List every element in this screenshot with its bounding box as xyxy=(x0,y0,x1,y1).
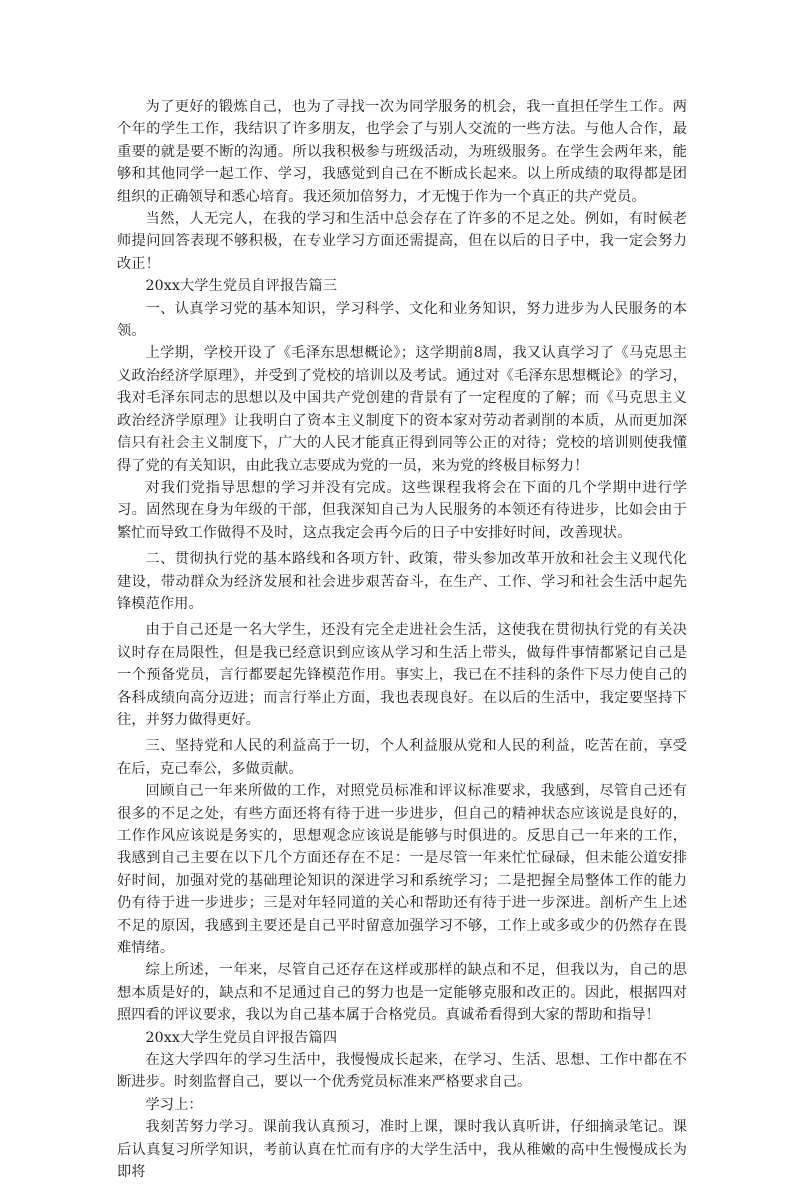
paragraph-guiding-thought: 对我们党指导思想的学习并没有完成。这些课程我将会在下面的几个学期中进行学习。固然现在身为年级的干部，但我深知自己为人民服务的本领还有待进步，比如会由于繁忙而导致工作做得不及时，这点我定会再今后的日子中安排好时间，改善现状。 xyxy=(117,479,687,541)
paragraph-review: 回顾自己一年来所做的工作，对照党员标准和评议标准要求，我感到，尽管自己还有很多的不足之处，有些方面还将有待于进一步进步，但自己的精神状态应该说是良好的，工作作风应该说是务实的，思想观念应该说是能够与时俱进的。反思自己一年来的工作，我感到自己主要在以下几个方面还存在不足：一是尽管一年来忙忙碌碌，但未能公道安排好时间，加强对党的基础理论知识的深进学习和系统学习；二是把握全局整体工作的能力仍有待于进一步进步；三是对年轻同道的关心和帮助还有待于进一步深进。剖析产生上述不足的原因，我感到主要还是自己平时留意加强学习不够，工作上或多或少的仍然存在畏难情绪。 xyxy=(117,783,687,957)
paragraph-shortcomings: 当然，人无完人，在我的学习和生活中总会存在了许多的不足之处。例如，有时候老师提问回答表现不够积极，在专业学习方面还需提高，但在以后的日子中，我一定会努力改正！ xyxy=(117,211,687,272)
paragraph-as-student: 由于自己还是一名大学生，还没有完全走进社会生活，这使我在贯彻执行党的有关决议时存在局限性，但是我已经意识到应该从学习和生活上带头，做每件事情都紧记自己是一个预备党员，言行都要起先锋模范作用。事实上，我已在不挂科的条件下尽力使自己的各科成绩向高分迈进；而言行举止方面，我也表现良好。在以后的生活中，我定要坚持下往，并努力做得更好。 xyxy=(117,622,687,728)
paragraph-summary: 综上所述，一年来，尽管自己还存在这样或那样的缺点和不足，但我以为，自己的思想本质是好的，缺点和不足通过自己的努力也是一定能够克服和改正的。因此，根据四对照四看的评议要求，我以为自己基本属于合格党员。真诚希看得到大家的帮助和指导！ xyxy=(117,962,687,1024)
section-heading-part-four: 20xx大学生党员自评报告篇四 xyxy=(145,1029,338,1046)
document-page xyxy=(117,96,687,1184)
section-heading-part-three: 20xx大学生党员自评报告篇三 xyxy=(145,278,338,295)
paragraph-study-detail: 我刻苦努力学习。课前我认真预习，准时上课，课时我认真听讲，仔细摘录笔记。课后认真复习所学知识，考前认真在忙而有序的大学生活中，我从稚嫩的高中生慢慢成长为即将 xyxy=(117,1119,687,1181)
paragraph-point-one: 一、认真学习党的基本知识，学习科学、文化和业务知识，努力进步为人民服务的本领。 xyxy=(117,300,687,340)
paragraph-four-years: 在这大学四年的学习生活中，我慢慢成长起来，在学习、生活、思想、工作中都在不断进步。时刻监督自己，要以一个优秀党员标准来严格要求自己。 xyxy=(117,1052,687,1091)
paragraph-courses: 上学期，学校开设了《毛泽东思想概论》；这学期前8周，我又认真学习了《马克思主义政治经济学原理》，并受到了党校的培训以及考试。通过对《毛泽东思想概论》的学习，我对毛泽东同志的思想以及中国共产党创建的背景有了一定程度的了解；而《马克思主义政治经济学原理》让我明白了资本主义制度下的资本家对劳动者剥削的本质，从而更加深信只有社会主义制度下，广大的人民才能真正得到同等公正的对待；党校的培训则使我懂得了党的有关知识，由此我立志要成为党的一员，来为党的终极目标努力！ xyxy=(117,345,687,474)
paragraph-study-label: 学习上： xyxy=(145,1096,203,1113)
paragraph-point-three: 三、坚持党和人民的利益高于一切，个人利益服从党和人民的利益，吃苦在前，享受在后，克己奉公，多做贡献。 xyxy=(117,738,687,777)
paragraph-student-work: 为了更好的锻炼自己，也为了寻找一次为同学服务的机会，我一直担任学生工作。两个年的学生工作，我结识了许多朋友，也学会了与别人交流的一些方法。与他人合作，最重要的就是要不断的沟通。所以我积极参与班级活动，为班级服务。在学生会两年来，能够和其他同学一起工作、学习，我感觉到自己在不断成长起来。以上所成绩的取得都是团组织的正确领导和悉心培育。我还须加倍努力，才无愧于作为一个真正的共产党员。 xyxy=(117,99,687,205)
paragraph-point-two: 二、贯彻执行党的基本路线和各项方针、政策，带头参加改革开放和社会主义现代化建设，带动群众为经济发展和社会进步艰苦奋斗，在生产、工作、学习和社会生活中起先锋模范作用。 xyxy=(117,551,687,612)
